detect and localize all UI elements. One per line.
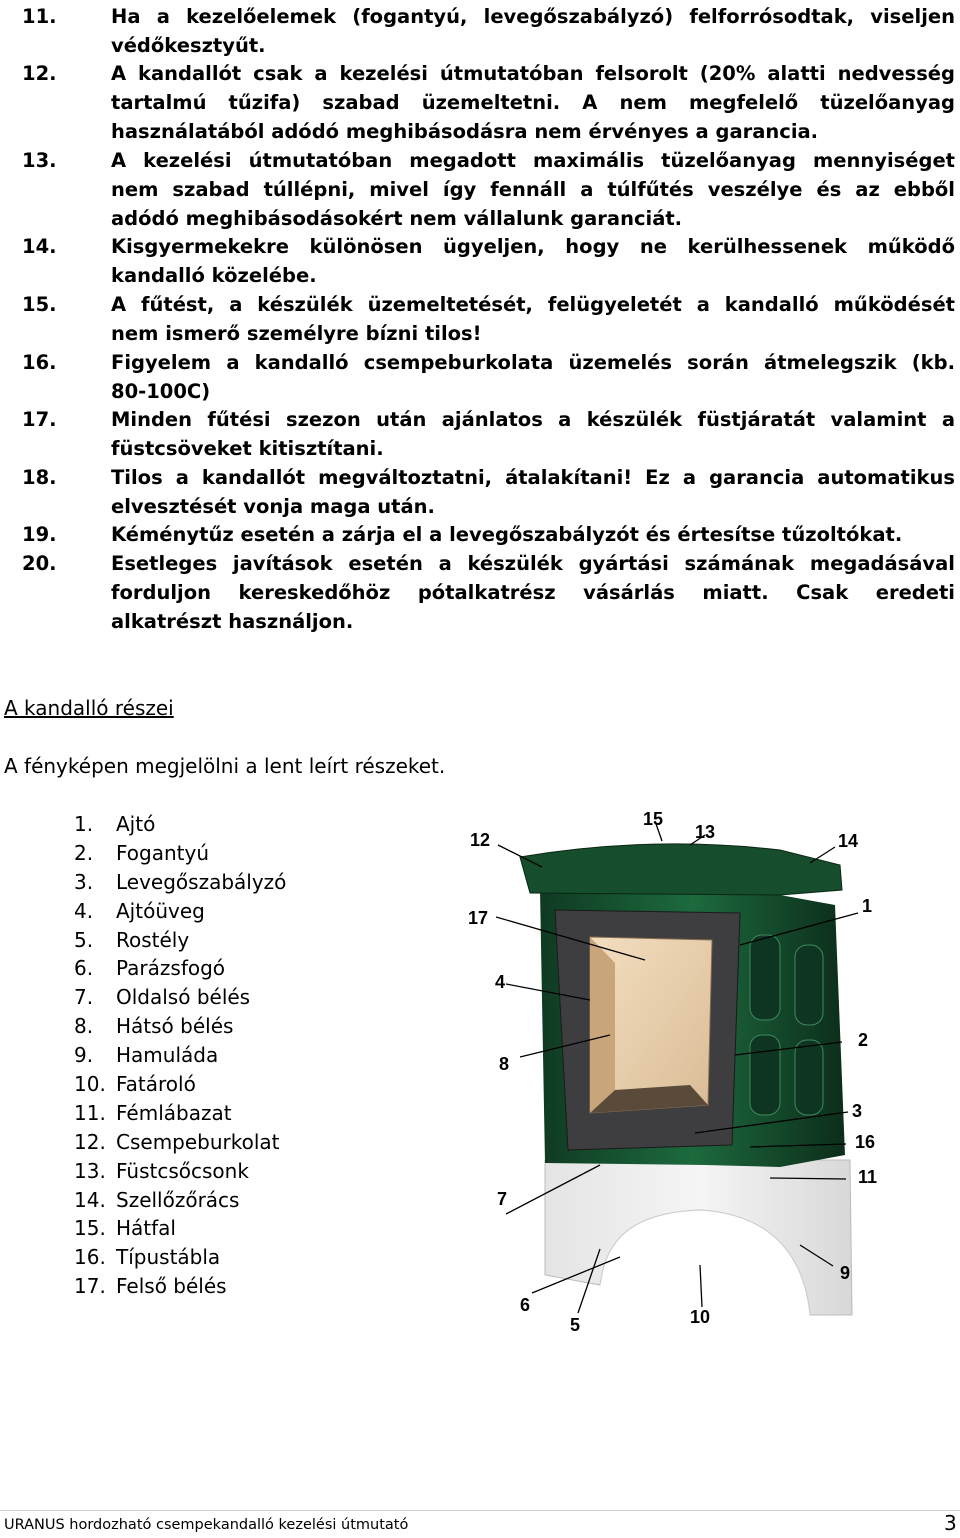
parts-list-item bbox=[74, 926, 286, 955]
parts-list-label: Típustábla bbox=[116, 1245, 221, 1270]
parts-list-label: Hátsó bélés bbox=[116, 1014, 234, 1039]
instruction-line: 80-100C) bbox=[111, 380, 211, 403]
instruction-item bbox=[22, 232, 955, 290]
parts-list-number: 1. bbox=[74, 812, 94, 836]
instruction-item bbox=[22, 463, 955, 521]
parts-list-item bbox=[74, 1243, 286, 1272]
parts-list-label: Felső bélés bbox=[116, 1274, 227, 1299]
parts-list-label: Füstcsőcsonk bbox=[116, 1158, 249, 1183]
instruction-item bbox=[22, 2, 955, 60]
instruction-line: használatából adódó meghibásodásra nem érvényes a garancia. bbox=[111, 120, 819, 143]
instruction-text bbox=[111, 348, 955, 406]
parts-list-number: 14. bbox=[74, 1187, 106, 1212]
instruction-line: tartalmú tűzifa) szabad üzemeltetni. A nem megfelelő tüzelőanyag bbox=[111, 91, 955, 114]
parts-list-item bbox=[74, 954, 286, 983]
parts-list-label: Hátfal bbox=[116, 1216, 176, 1241]
instruction-number: 20. bbox=[22, 552, 57, 575]
parts-list-label: Parázsfogó bbox=[116, 956, 226, 981]
photo-label-12: 12 bbox=[470, 830, 491, 850]
fireplace-photo bbox=[450, 795, 900, 1345]
parts-list-item bbox=[74, 1041, 286, 1070]
parts-list-item bbox=[74, 810, 286, 839]
instruction-text bbox=[111, 463, 955, 521]
photo-label-15: 15 bbox=[643, 809, 664, 829]
parts-list-number: 12. bbox=[74, 1129, 106, 1154]
parts-list-item bbox=[74, 1272, 286, 1301]
parts-list-number: 11. bbox=[74, 1100, 106, 1125]
instruction-line: A kezelési útmutatóban megadott maximális tüzelőanyag mennyiséget bbox=[111, 149, 955, 172]
instruction-line: Minden fűtési szezon után ajánlatos a készülék füstjáratát valamint a bbox=[111, 408, 955, 431]
parts-section-intro: A fényképen megjelölni a lent leírt részeket. bbox=[4, 754, 446, 778]
instruction-line: alkatrészt használjon. bbox=[111, 610, 354, 633]
photo-label-13: 13 bbox=[695, 822, 716, 842]
parts-list-number: 3. bbox=[74, 869, 94, 894]
instruction-number: 12. bbox=[22, 62, 57, 85]
parts-list-label: Ajtó bbox=[116, 812, 156, 836]
photo-label-10: 10 bbox=[690, 1307, 711, 1327]
instruction-number: 14. bbox=[22, 235, 57, 258]
parts-list-item bbox=[74, 1157, 286, 1186]
instruction-number: 17. bbox=[22, 408, 57, 431]
parts-list-label: Oldalsó bélés bbox=[116, 985, 251, 1010]
parts-list-item bbox=[74, 1214, 286, 1243]
parts-list-label: Csempeburkolat bbox=[116, 1129, 280, 1154]
parts-list-item bbox=[74, 1186, 286, 1215]
parts-list-label: Ajtóüveg bbox=[116, 898, 205, 923]
parts-list-number: 2. bbox=[74, 840, 94, 865]
parts-list-item bbox=[74, 983, 286, 1012]
instruction-line: füstcsöveket kitisztítani. bbox=[111, 437, 384, 460]
instruction-line: nem ismerő személyre bízni tilos! bbox=[111, 322, 482, 345]
parts-list-number: 9. bbox=[74, 1043, 94, 1068]
instruction-text bbox=[111, 2, 955, 60]
instruction-item bbox=[22, 59, 955, 146]
parts-list-label: Fogantyú bbox=[116, 840, 210, 865]
photo-label-9: 9 bbox=[840, 1263, 851, 1283]
instruction-line: Kisgyermekekre különösen ügyeljen, hogy ne kerülhessenek működő bbox=[111, 235, 955, 258]
parts-list-label: Levegőszabályzó bbox=[116, 869, 287, 894]
parts-list-label: Hamuláda bbox=[116, 1043, 219, 1068]
parts-section-heading: A kandalló részei bbox=[4, 696, 174, 720]
photo-label-8: 8 bbox=[499, 1054, 510, 1074]
instruction-text bbox=[111, 232, 955, 290]
parts-list-number: 15. bbox=[74, 1216, 106, 1241]
instruction-line: kandalló közelébe. bbox=[111, 264, 317, 287]
tile-top bbox=[520, 844, 842, 895]
footer-title: URANUS hordozható csempekandalló kezelési útmutató bbox=[4, 1517, 409, 1533]
parts-list-number: 17. bbox=[74, 1274, 106, 1299]
parts-list-number: 4. bbox=[74, 898, 94, 923]
instruction-line: A kandallót csak a kezelési útmutatóban felsorolt (20% alatti nedvesség bbox=[111, 62, 955, 85]
photo-label-7: 7 bbox=[497, 1189, 508, 1209]
parts-list-number: 10. bbox=[74, 1072, 106, 1097]
footer-divider bbox=[0, 1510, 960, 1511]
parts-list-number: 16. bbox=[74, 1245, 106, 1270]
parts-list-item bbox=[74, 1128, 286, 1157]
instruction-text bbox=[111, 290, 955, 348]
instruction-line: A fűtést, a készülék üzemeltetését, felügyeletét a kandalló működését bbox=[111, 293, 955, 316]
photo-label-2: 2 bbox=[858, 1030, 869, 1050]
parts-list-number: 5. bbox=[74, 927, 94, 952]
instruction-line: védőkesztyűt. bbox=[111, 34, 266, 57]
instruction-line: forduljon kereskedőhöz pótalkatrész vásárlás miatt. Csak eredeti bbox=[111, 581, 955, 604]
parts-list-label: Szellőzőrács bbox=[116, 1187, 240, 1212]
instruction-line: elvesztését vonja maga után. bbox=[111, 495, 435, 518]
instruction-item bbox=[22, 520, 955, 549]
parts-list-item bbox=[74, 868, 286, 897]
parts-list-item bbox=[74, 839, 286, 868]
photo-label-17: 17 bbox=[468, 908, 489, 928]
instruction-line: Ha a kezelőelemek (fogantyú, levegőszabályzó) felforrósodtak, viseljen bbox=[111, 5, 955, 28]
photo-label-6: 6 bbox=[520, 1295, 531, 1315]
instruction-text bbox=[111, 549, 955, 636]
parts-list-number: 13. bbox=[74, 1158, 106, 1183]
instruction-item bbox=[22, 549, 955, 636]
instruction-number: 18. bbox=[22, 466, 57, 489]
instruction-text bbox=[111, 146, 955, 233]
instruction-line: adódó meghibásodásokért nem vállalunk garanciát. bbox=[111, 207, 683, 230]
parts-list-label: Fatároló bbox=[116, 1072, 196, 1097]
instruction-number: 15. bbox=[22, 293, 57, 316]
instruction-item bbox=[22, 146, 955, 233]
parts-list-item bbox=[74, 1099, 286, 1128]
photo-label-3: 3 bbox=[852, 1101, 863, 1121]
instruction-item bbox=[22, 290, 955, 348]
instruction-number: 19. bbox=[22, 523, 57, 546]
instruction-item bbox=[22, 348, 955, 406]
instruction-line: nem szabad túllépni, mivel így fennáll a túlfűtés veszélye és az ebből bbox=[111, 178, 955, 201]
instruction-line: Tilos a kandallót megváltoztatni, átalakítani! Ez a garancia automatikus bbox=[111, 466, 955, 489]
instruction-text bbox=[111, 59, 955, 146]
photo-label-14: 14 bbox=[838, 831, 859, 851]
instruction-text bbox=[111, 405, 955, 463]
parts-list-item bbox=[74, 1070, 286, 1099]
photo-label-4: 4 bbox=[495, 972, 506, 992]
instruction-line: Figyelem a kandalló csempeburkolata üzemelés során átmelegszik (kb. bbox=[111, 351, 955, 374]
instruction-number: 16. bbox=[22, 351, 57, 374]
instruction-number: 11. bbox=[22, 5, 57, 28]
photo-label-16: 16 bbox=[855, 1132, 876, 1152]
parts-list bbox=[74, 810, 286, 1301]
instruction-text bbox=[111, 520, 955, 549]
parts-list-number: 6. bbox=[74, 956, 94, 981]
parts-list-item bbox=[74, 1012, 286, 1041]
parts-list-label: Fémlábazat bbox=[116, 1100, 232, 1125]
instruction-line: Kéménytűz esetén a zárja el a levegőszabályzót és értesítse tűzoltókat. bbox=[111, 523, 903, 546]
instruction-line: Esetleges javítások esetén a készülék gyártási számának megadásával bbox=[111, 552, 955, 575]
parts-list-item bbox=[74, 897, 286, 926]
instruction-item bbox=[22, 405, 955, 463]
parts-list-label: Rostély bbox=[116, 927, 190, 952]
photo-label-11: 11 bbox=[858, 1167, 878, 1187]
page-number: 3 bbox=[944, 1511, 957, 1535]
parts-list-number: 7. bbox=[74, 985, 94, 1010]
photo-label-1: 1 bbox=[862, 896, 873, 916]
instruction-number: 13. bbox=[22, 149, 57, 172]
photo-label-5: 5 bbox=[570, 1315, 581, 1335]
parts-list-number: 8. bbox=[74, 1014, 94, 1039]
